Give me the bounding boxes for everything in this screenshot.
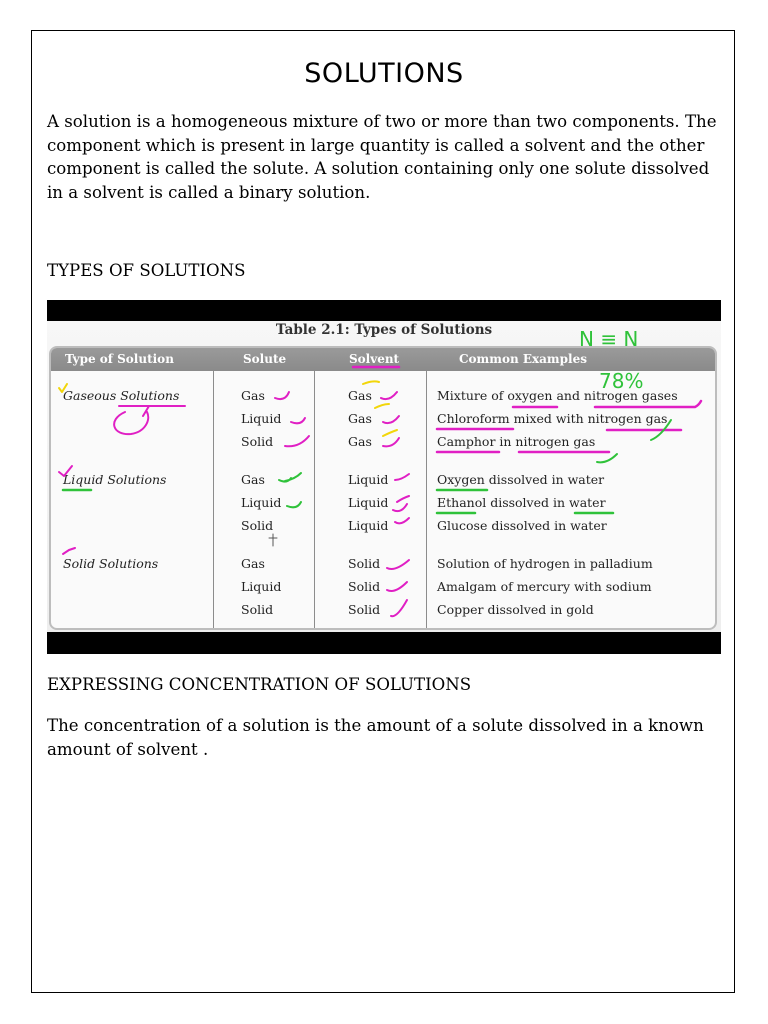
header-examples: Common Examples — [459, 352, 587, 366]
table-caption: Table 2.1: Types of Solutions — [275, 322, 493, 338]
solute-cell: Gas — [241, 556, 265, 571]
group-type-liquid: Liquid Solutions — [63, 472, 167, 487]
example-cell: Mixture of oxygen and nitrogen gases — [437, 388, 678, 403]
column-divider — [314, 371, 315, 630]
solute-cell: Solid — [241, 518, 274, 533]
solvent-cell: Gas — [348, 411, 372, 426]
solvent-cell: Liquid — [348, 495, 389, 510]
solute-cell: Gas — [241, 472, 265, 487]
example-cell: Amalgam of mercury with sodium — [437, 579, 652, 594]
example-cell: Glucose dissolved in water — [437, 518, 607, 533]
solvent-cell: Liquid — [348, 472, 389, 487]
header-solvent: Solvent — [349, 352, 400, 366]
table-header-row — [51, 348, 715, 371]
solvent-cell: Solid — [348, 579, 381, 594]
solvent-cell: Solid — [348, 602, 381, 617]
example-cell: Oxygen dissolved in water — [437, 472, 605, 487]
header-solute: Solute — [243, 352, 287, 366]
column-divider — [426, 371, 427, 630]
solvent-cell: Liquid — [348, 518, 389, 533]
example-cell: Copper dissolved in gold — [437, 602, 594, 617]
concentration-paragraph: The concentration of a solution is the amount of a solute dissolved in a known amount of solvent . — [47, 716, 704, 759]
solute-cell: Solid — [241, 602, 274, 617]
page-title: SOLUTIONS — [304, 58, 464, 89]
types-heading: TYPES OF SOLUTIONS — [47, 261, 246, 280]
example-cell: Chloroform mixed with nitrogen gas — [437, 411, 668, 426]
note-percent: 78% — [599, 369, 644, 393]
column-divider — [213, 371, 214, 630]
table-figure — [47, 300, 721, 654]
group-type-gaseous: Gaseous Solutions — [63, 388, 180, 403]
group-type-solid: Solid Solutions — [63, 556, 159, 571]
example-cell: Camphor in nitrogen gas — [437, 434, 596, 449]
solute-cell: Gas — [241, 388, 265, 403]
example-cell: Ethanol dissolved in water — [437, 495, 606, 510]
note-nitrogen-formula: N ≡ N — [579, 327, 639, 351]
example-cell: Solution of hydrogen in palladium — [437, 556, 653, 571]
solvent-cell: Gas — [348, 388, 372, 403]
solute-cell: Liquid — [241, 579, 282, 594]
solute-cell: Liquid — [241, 495, 282, 510]
types-table — [49, 346, 717, 630]
intro-paragraph: A solution is a homogeneous mixture of two or more than two components. The component which is present in large quantity is called a solvent and the other component is called the solute. A solution containing only one solute dissolved in a solvent is called a binary solution. — [47, 112, 717, 202]
solvent-cell: Solid — [348, 556, 381, 571]
solvent-cell: Gas — [348, 434, 372, 449]
solute-cell: Solid — [241, 434, 274, 449]
table-image — [47, 321, 721, 632]
header-type: Type of Solution — [65, 352, 174, 366]
solute-cell: Liquid — [241, 411, 282, 426]
concentration-heading: EXPRESSING CONCENTRATION OF SOLUTIONS — [47, 675, 472, 694]
